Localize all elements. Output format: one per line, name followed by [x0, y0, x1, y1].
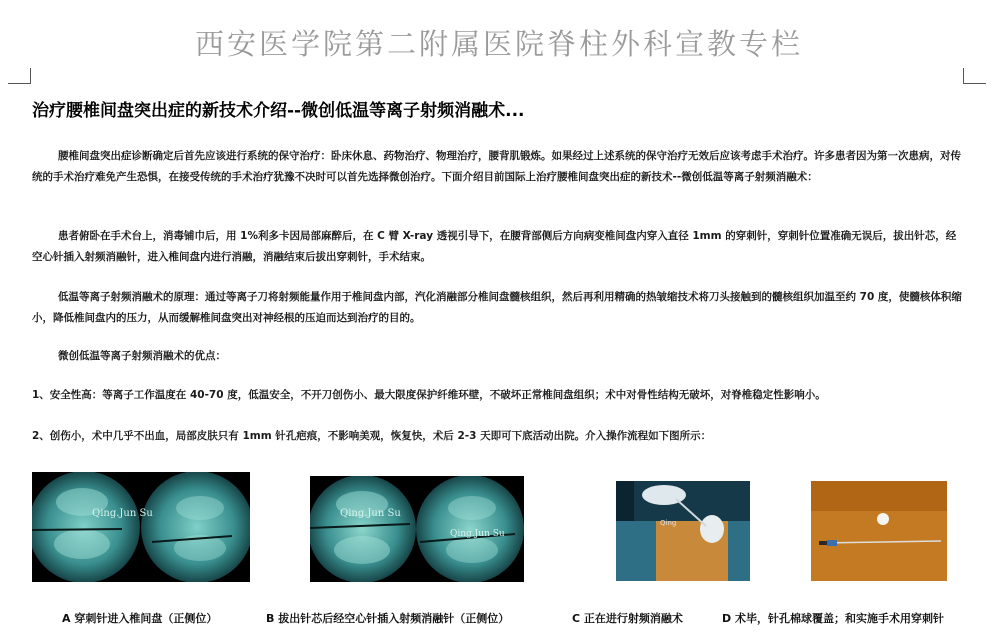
paragraph-advantage-2: 2、创伤小，术中几乎不出血，局部皮肤只有 1mm 针孔疤痕，不影响美观，恢复快，术后 2-3 天即可下底活动出院。介入操作流程如下图所示：	[32, 430, 712, 442]
margin-corner-left	[8, 68, 31, 84]
figure-d-postop-photo	[811, 481, 947, 581]
paragraph-intro: 腰椎间盘突出症诊断确定后首先应该进行系统的保守治疗：卧床休息、药物治疗、物理治疗，腰背肌锻炼。如果经过上述系统的保守治疗无效后应该考虑手术治疗。许多患者因为第一次患病，对传统的手术治疗难免产生恐惧，在接受传统的手术治疗犹豫不决时可以首先选择微创治疗。下面介绍目前国际上治疗腰椎间盘突出症的新技术--微创低温等离子射频消融术：	[32, 150, 961, 183]
figure-c-operation-photo	[616, 481, 750, 581]
paragraph-procedure: 患者俯卧在手术台上，消毒铺巾后，用 1%利多卡因局部麻醉后，在 C 臂 X-ray 透视引导下，在腰背部侧后方向病变椎间盘内穿入直径 1mm 的穿刺针，穿刺针位置准确无误后，拔出针芯，经空心针插入射频消融针，进入椎间盘内进行消融，消融结束后拔出穿刺针，手术结束。	[32, 230, 957, 263]
figure-b-fluoroscopy	[310, 476, 524, 582]
figure-b-watermark: Qing.Jun Su	[340, 508, 401, 519]
caption-c: C 正在进行射频消融术	[572, 612, 683, 625]
caption-a: A 穿刺针进入椎间盘（正侧位）	[62, 612, 218, 625]
article-title: 治疗腰椎间盘突出症的新技术介绍--微创低温等离子射频消融术...	[32, 101, 525, 121]
paragraph-advantage-1: 1、安全性高：等离子工作温度在 40-70 度，低温安全，不开刀创伤小、最大限度保护纤维环壁，不破坏正常椎间盘组织；术中对骨性结构无破坏，对脊椎稳定性影响小。	[32, 389, 826, 401]
margin-corner-right	[963, 68, 986, 84]
caption-d: D 术毕，针孔棉球覆盖；和实施手术用穿刺针	[722, 612, 944, 625]
figure-c-watermark: Qing	[660, 519, 677, 527]
figure-a-fluoroscopy	[32, 472, 250, 582]
paragraph-advantages-heading: 微创低温等离子射频消融术的优点：	[58, 350, 226, 362]
figure-b-watermark-2: Qing.Jun Su	[450, 529, 505, 539]
caption-b: B 拔出针芯后经空心针插入射频消融针（正侧位）	[266, 612, 510, 625]
page-header-title: 西安医学院第二附属医院脊柱外科宣教专栏	[194, 27, 803, 61]
paragraph-principle: 低温等离子射频消融术的原理：通过等离子刀将射频能量作用于椎间盘内部，汽化消融部分椎间盘髓核组织，然后再利用精确的热皱缩技术将刀头接触到的髓核组织加温至约 70 度，使髓核体积缩小，降低椎间盘内的压力，从而缓解椎间盘突出对神经根的压迫而达到治疗的目的。	[32, 291, 962, 324]
figure-a-watermark: Qing.Jun Su	[92, 508, 153, 519]
